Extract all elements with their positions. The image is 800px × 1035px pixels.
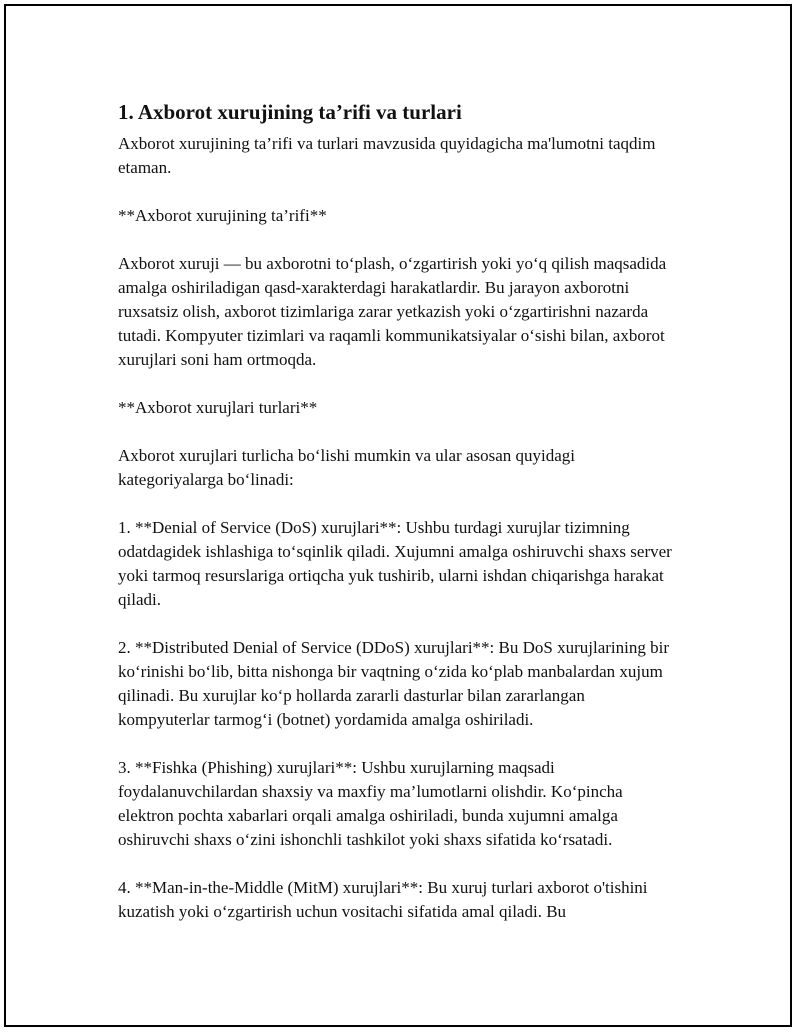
- list-item-ddos: 2. **Distributed Denial of Service (DDoS) xurujlari**: Bu DoS xurujlarining bir ko‘rinishi bo‘lib, bitta nishonga bir vaqtning o‘zida ko‘plab manbalardan xujum qilinadi. Bu xurujlar ko‘p hollarda zararli dasturlar bilan zararlangan kompyuterlar tarmog‘i (botnet) yordamida amalga oshiriladi.: [118, 638, 669, 729]
- document-body: [118, 84, 678, 948]
- intro-paragraph: Axborot xurujining ta’rifi va turlari mavzusida quyidagicha ma'lumotni taqdim etaman.: [118, 134, 656, 177]
- list-item-mitm: 4. **Man-in-the-Middle (MitM) xurujlari**: Bu xuruj turlari axborot o'tishini kuzatish yoki o‘zgartirish uchun vositachi sifatida amal qiladi. Bu: [118, 878, 648, 921]
- list-item-dos: 1. **Denial of Service (DoS) xurujlari**: Ushbu turdagi xurujlar tizimning odatdagidek ishlashiga to‘sqinlik qiladi. Xujumni amalga oshiruvchi shaxs server yoki tarmoq resurslariga ortiqcha yuk tushirib, ularni ishdan chiqarishga harakat qiladi.: [118, 518, 672, 609]
- types-subheading: **Axborot xurujlari turlari**: [118, 398, 318, 417]
- types-intro-paragraph: Axborot xurujlari turlicha bo‘lishi mumkin va ular asosan quyidagi kategoriyalarga bo‘linadi:: [118, 446, 576, 489]
- definition-paragraph: Axborot xuruji — bu axborotni to‘plash, o‘zgartirish yoki yo‘q qilish maqsadida amalga oshiriladigan qasd-xarakterdagi harakatlardir. Bu jarayon axborotni ruxsatsiz olish, axborot tizimlariga zarar yetkazish yoki o‘zgartirishni nazarda tutadi. Kompyuter tizimlari va raqamli kommunikatsiyalar o‘sishi bilan, axborot xurujlari soni ham ortmoqda.: [118, 254, 667, 369]
- section-heading: 1. Axborot xurujining ta’rifi va turlari: [118, 100, 462, 124]
- document-page: [4, 4, 792, 1027]
- list-item-phishing: 3. **Fishka (Phishing) xurujlari**: Ushbu xurujlarning maqsadi foydalanuvchilardan shaxsiy va maxfiy ma’lumotlarni olishdir. Ko‘pincha elektron pochta xabarlari orqali amalga oshiriladi, bunda xujumni amalga oshiruvchi shaxs o‘zini ishonchli tashkilot yoki shaxs sifatida ko‘rsatadi.: [118, 758, 623, 849]
- definition-subheading: **Axborot xurujining ta’rifi**: [118, 206, 327, 225]
